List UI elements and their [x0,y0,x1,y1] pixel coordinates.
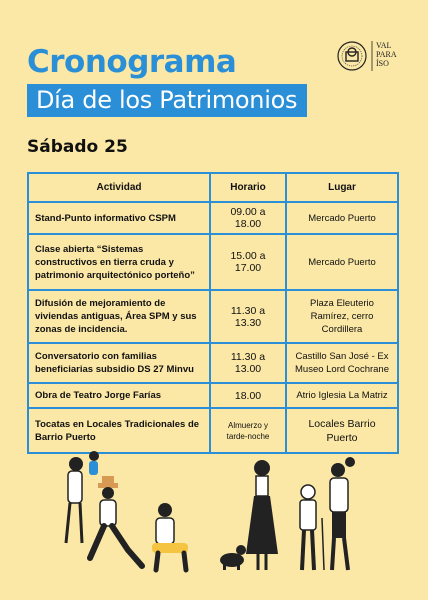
column-header-horario: Horario [210,173,286,202]
column-header-lugar: Lugar [286,173,398,202]
time-cell: 09.00 a 18.00 [210,202,286,234]
elderly-couple-figure [300,457,355,570]
table-row [28,290,398,343]
activity-cell: Obra de Teatro Jorge Farías [28,383,210,408]
place-cell: Locales Barrio Puerto [286,408,398,453]
sitting-man-figure [152,503,188,570]
woman-in-dress-figure [246,460,278,570]
activity-cell: Stand-Punto informativo CSPM [28,202,210,234]
valparaiso-logo [336,38,408,74]
svg-text:ÍSO: ÍSO [376,59,389,68]
table-row [28,408,398,453]
table-row [28,234,398,290]
activity-cell: Clase abierta “Sistemas constructivos en tierra cruda y patrimonio arquitectónico porteño” [28,234,210,290]
time-cell: 11.30 a 13.00 [210,343,286,383]
woman-with-child-figure [66,451,99,543]
table-row [28,343,398,383]
time-cell: 15.00 a 17.00 [210,234,286,290]
svg-text:VAL: VAL [376,41,392,50]
time-cell: Almuerzo y tarde-noche [210,408,286,453]
table-header-row [28,173,398,202]
schedule-table [27,172,399,454]
dog-figure [220,545,246,570]
man-with-hat-figure [90,476,142,566]
place-cell: Atrio Iglesia La Matriz [286,383,398,408]
activity-cell: Conversatorio con familias beneficiarias subsidio DS 27 Minvu [28,343,210,383]
place-cell: Castillo San José - Ex Museo Lord Cochrane [286,343,398,383]
place-cell: Mercado Puerto [286,202,398,234]
place-cell: Plaza Eleuterio Ramírez, cerro Cordillera [286,290,398,343]
time-cell: 11.30 a 13.30 [210,290,286,343]
people-illustration [60,448,370,578]
table-row [28,202,398,234]
page-subtitle: Día de los Patrimonios [27,84,307,117]
activity-cell: Tocatas en Locales Tradicionales de Barrio Puerto [28,408,210,453]
svg-text:PARA: PARA [376,50,397,59]
time-cell: 18.00 [210,383,286,408]
page-title: Cronograma [27,44,237,80]
table-row [28,383,398,408]
place-cell: Mercado Puerto [286,234,398,290]
activity-cell: Difusión de mejoramiento de viviendas antiguas, Área SPM y sus zonas de incidencia. [28,290,210,343]
day-heading: Sábado 25 [27,137,128,157]
column-header-actividad: Actividad [28,173,210,202]
